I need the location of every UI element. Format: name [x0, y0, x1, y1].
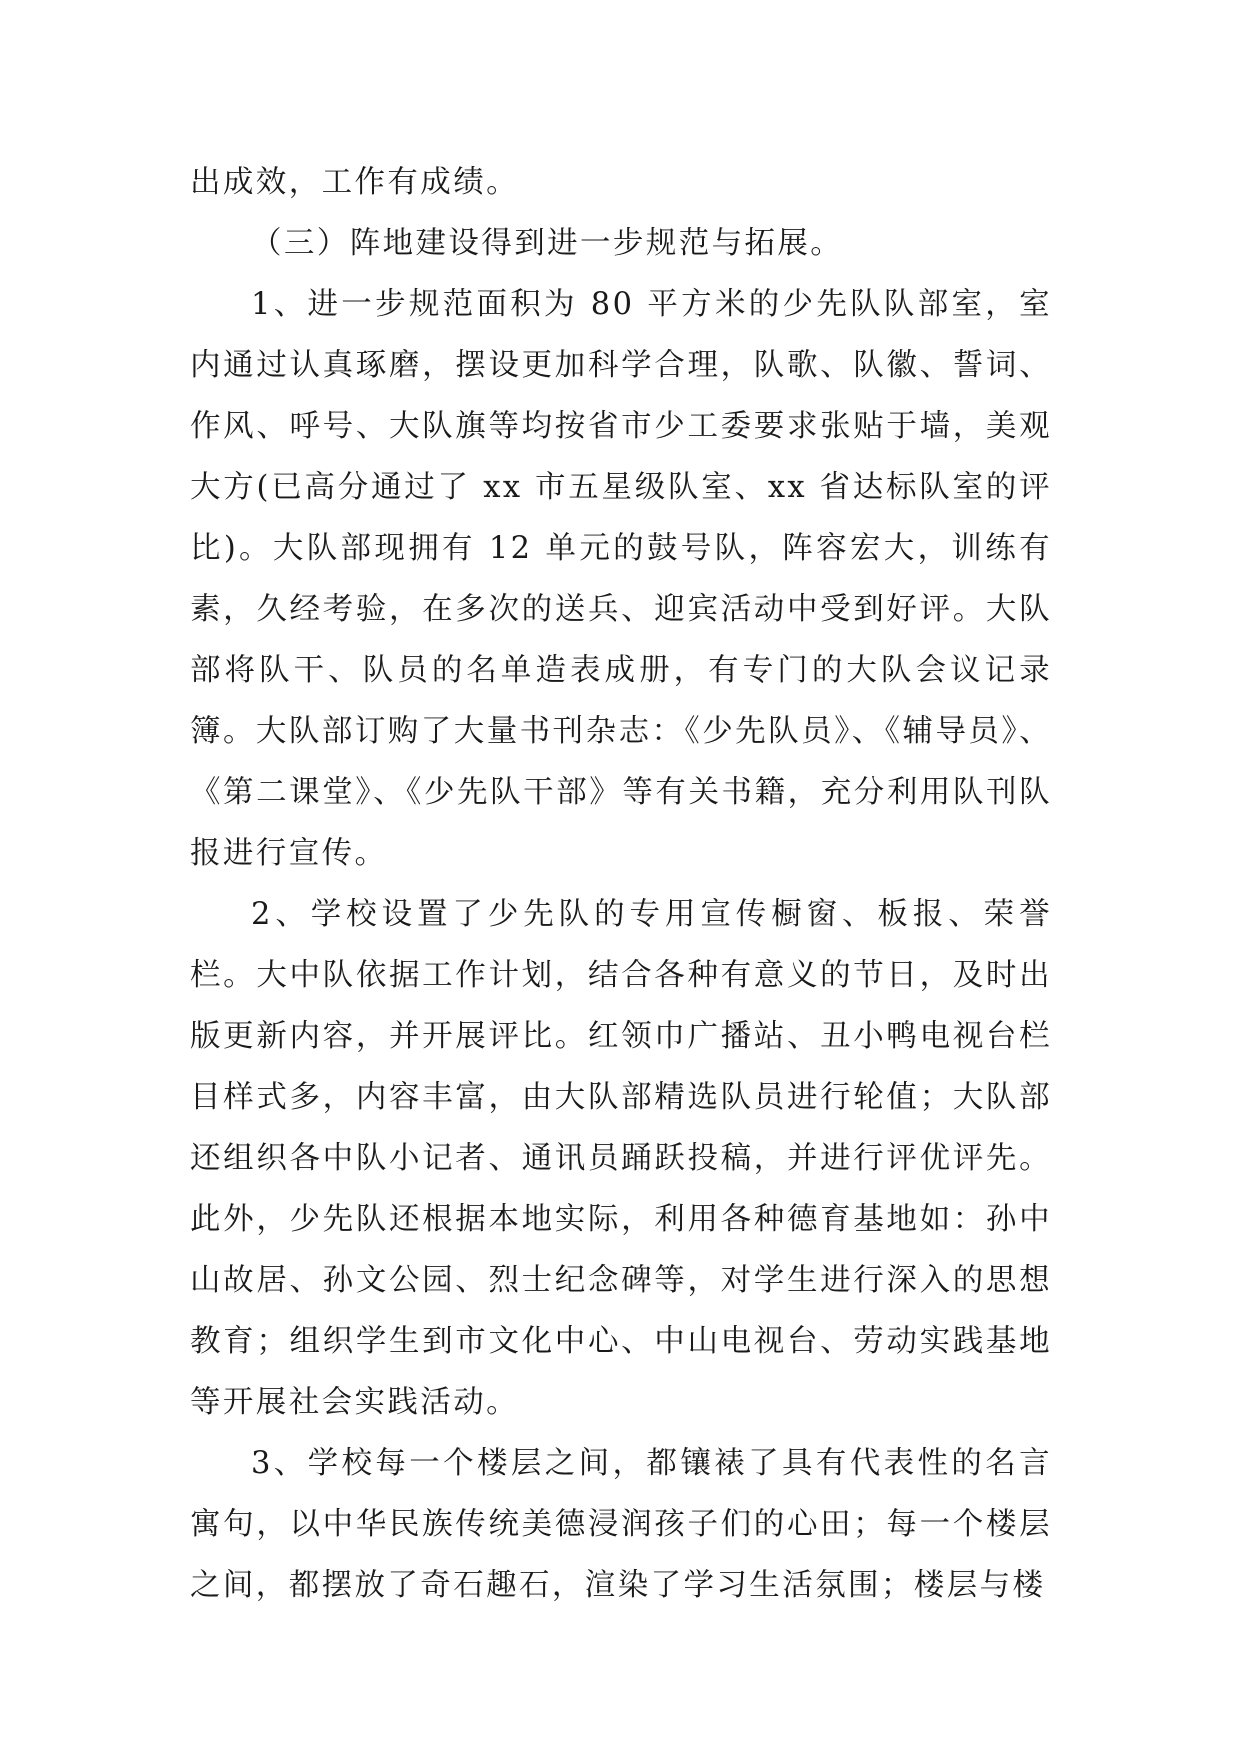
section-heading: （三）阵地建设得到进一步规范与拓展。: [251, 226, 844, 261]
paragraph-item-3: 3、学校每一个楼层之间，都镶裱了具有代表性的名言寓句，以中华民族传统美德浸润孩子们的心田；每一个楼层之间，都摆放了奇石趣石，渲染了学习生活氛围；楼层与楼: [190, 1446, 1052, 1603]
paragraph-continuation: 出成效，工作有成绩。: [190, 165, 519, 200]
document-body: [190, 152, 1052, 1616]
paragraph-item-2: 2、学校设置了少先队的专用宣传橱窗、板报、荣誉栏。大中队依据工作计划，结合各种有意义的节日，及时出版更新内容，并开展评比。红领巾广播站、丑小鸭电视台栏目样式多，内容丰富，由大队部精选队员进行轮值；大队部还组织各中队小记者、通讯员踊跃投稿，并进行评优评先。此外，少先队还根据本地实际，利用各种德育基地如：孙中山故居、孙文公园、烈士纪念碑等，对学生进行深入的思想教育；组织学生到市文化中心、中山电视台、劳动实践基地等开展社会实践活动。: [190, 897, 1052, 1420]
paragraph-item-1: 1、进一步规范面积为 80 平方米的少先队队部室，室内通过认真琢磨，摆设更加科学合理，队歌、队徽、誓词、作风、呼号、大队旗等均按省市少工委要求张贴于墙，美观大方(已高分通过了 xx 市五星级队室、xx 省达标队室的评比)。大队部现拥有 12 单元的鼓号队，阵容宏大，训练有素，久经考验，在多次的送兵、迎宾活动中受到好评。大队部将队干、队员的名单造表成册，有专门的大队会议记录簿。大队部订购了大量书刊杂志：《少先队员》、《辅导员》、《第二课堂》、《少先队干部》等有关书籍，充分利用队刊队报进行宣传。: [190, 287, 1052, 871]
